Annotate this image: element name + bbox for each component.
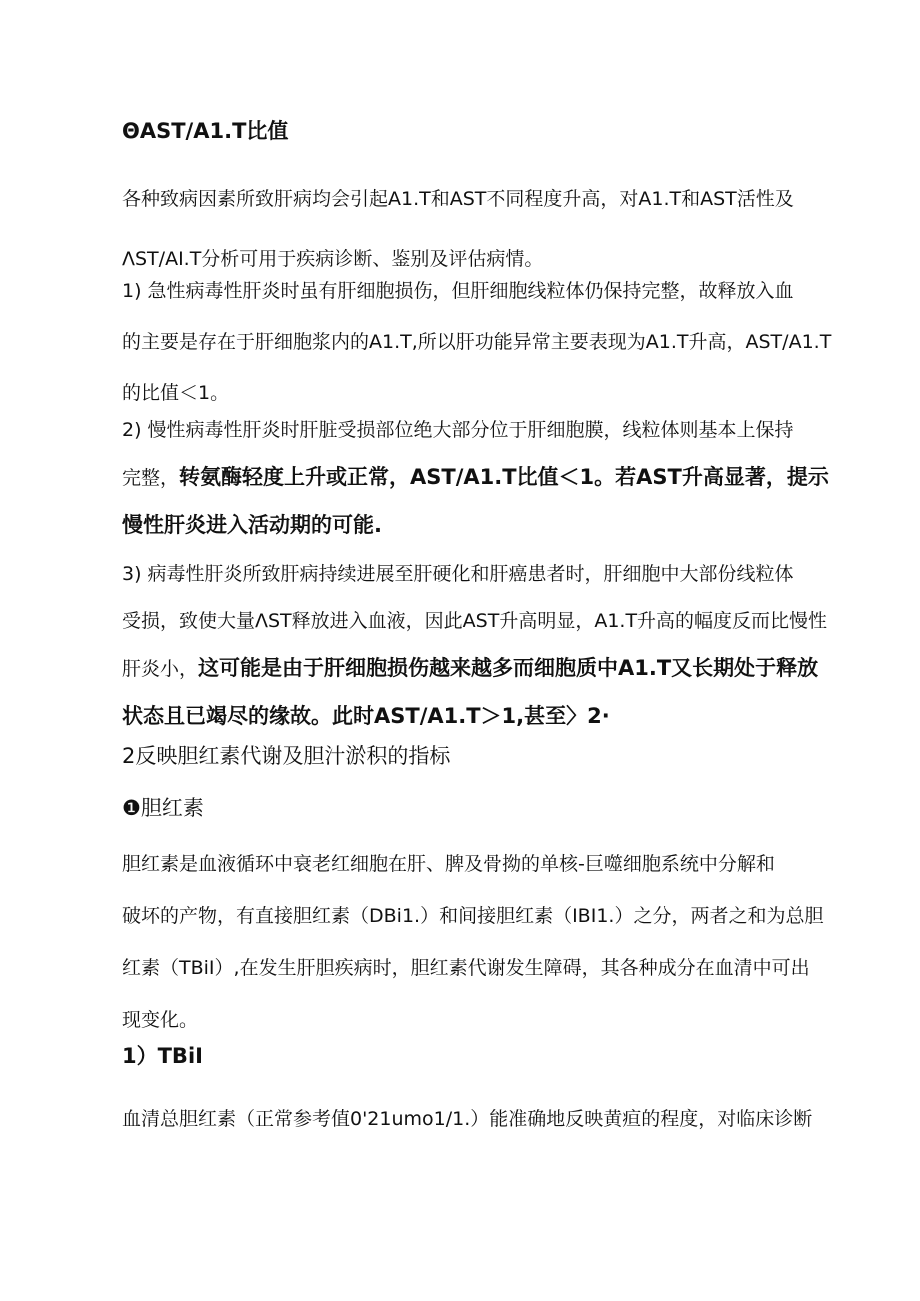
item3-line-3-emphasis: 这可能是由于肝细胞损伤越来越多而细胞质中A1.T又长期处于释放: [198, 656, 819, 680]
item1-line-2: 的主要是存在于肝细胞浆内的A1.T,所以肝功能异常主要表现为A1.T升高，AST/A1.T: [122, 331, 832, 353]
tbil-line-1: 血清总胆红素（正常参考值0'21umo1/1.）能准确地反映黄疸的程度，对临床诊断: [122, 1108, 813, 1130]
intro-line-1: 各种致病因素所致肝病均会引起A1.T和AST不同程度升高，对A1.T和AST活性及: [122, 188, 794, 210]
item3-line-3: [122, 645, 830, 693]
bilirubin-line-2: 破坏的产物，有直接胆红素（DBi1.）和间接胆红素（IBI1.）之分，两者之和为总胆: [122, 905, 824, 927]
paragraph-tbil: [122, 1107, 830, 1132]
bilirubin-line-3: 红素（TBiI）,在发生肝胆疾病时，胆红素代谢发生障碍，其各种成分在血清中可出: [122, 957, 810, 979]
section-2-heading: 2反映胆红素代谢及胆汁淤积的指标: [122, 744, 451, 768]
item3-line-2: 受损，致使大量ΛST释放进入血液，因此AST升高明显，A1.T升高的幅度反而比慢性: [122, 610, 828, 632]
bilirubin-line-4: 现变化。: [122, 1009, 199, 1031]
item2-line-2: [122, 454, 830, 502]
intro-line-2: ΛST/AI.T分析可用于疾病诊断、鉴别及评估病情。: [122, 248, 544, 270]
item3-line-4: 状态且已竭尽的缘故。此时AST/A1.T＞1,甚至〉2·: [122, 704, 610, 728]
paragraph-item-2: [122, 407, 830, 549]
item3-line-1: 3) 病毒性肝炎所致肝病持续进展至肝硬化和肝癌患者时，肝细胞中大部份线粒体: [122, 563, 794, 585]
item1-line-3: 的比值＜1。: [122, 382, 230, 404]
paragraph-item-1: [122, 266, 830, 419]
item2-line-2-normal: 完整，: [122, 467, 180, 489]
item3-line-3-normal: 肝炎小，: [122, 658, 199, 680]
item2-line-3: 慢性肝炎进入活动期的可能.: [122, 513, 382, 537]
bilirubin-line-1: 胆红素是血液循环中衰老红细胞在肝、脾及骨拗的单核-巨噬细胞系统中分解和: [122, 853, 775, 875]
tbil-heading: 1）TBiI: [122, 1044, 203, 1068]
item1-line-1: 1) 急性病毒性肝炎时虽有肝细胞损伤，但肝细胞线粒体仍保持完整，故释放入血: [122, 280, 794, 302]
paragraph-item-3: [122, 551, 830, 740]
item2-line-2-emphasis: 转氨酶轻度上升或正常，AST/A1.T比值＜1。若AST升高显著，提示: [179, 465, 829, 489]
paragraph-bilirubin: [122, 838, 830, 1046]
bilirubin-heading: ❶胆红素: [122, 796, 204, 820]
heading-ast-alt-ratio: ΘAST/A1.T比值: [122, 119, 289, 143]
item2-line-1: 2) 慢性病毒性肝炎时肝脏受损部位绝大部分位于肝细胞膜，线粒体则基本上保持: [122, 419, 794, 441]
